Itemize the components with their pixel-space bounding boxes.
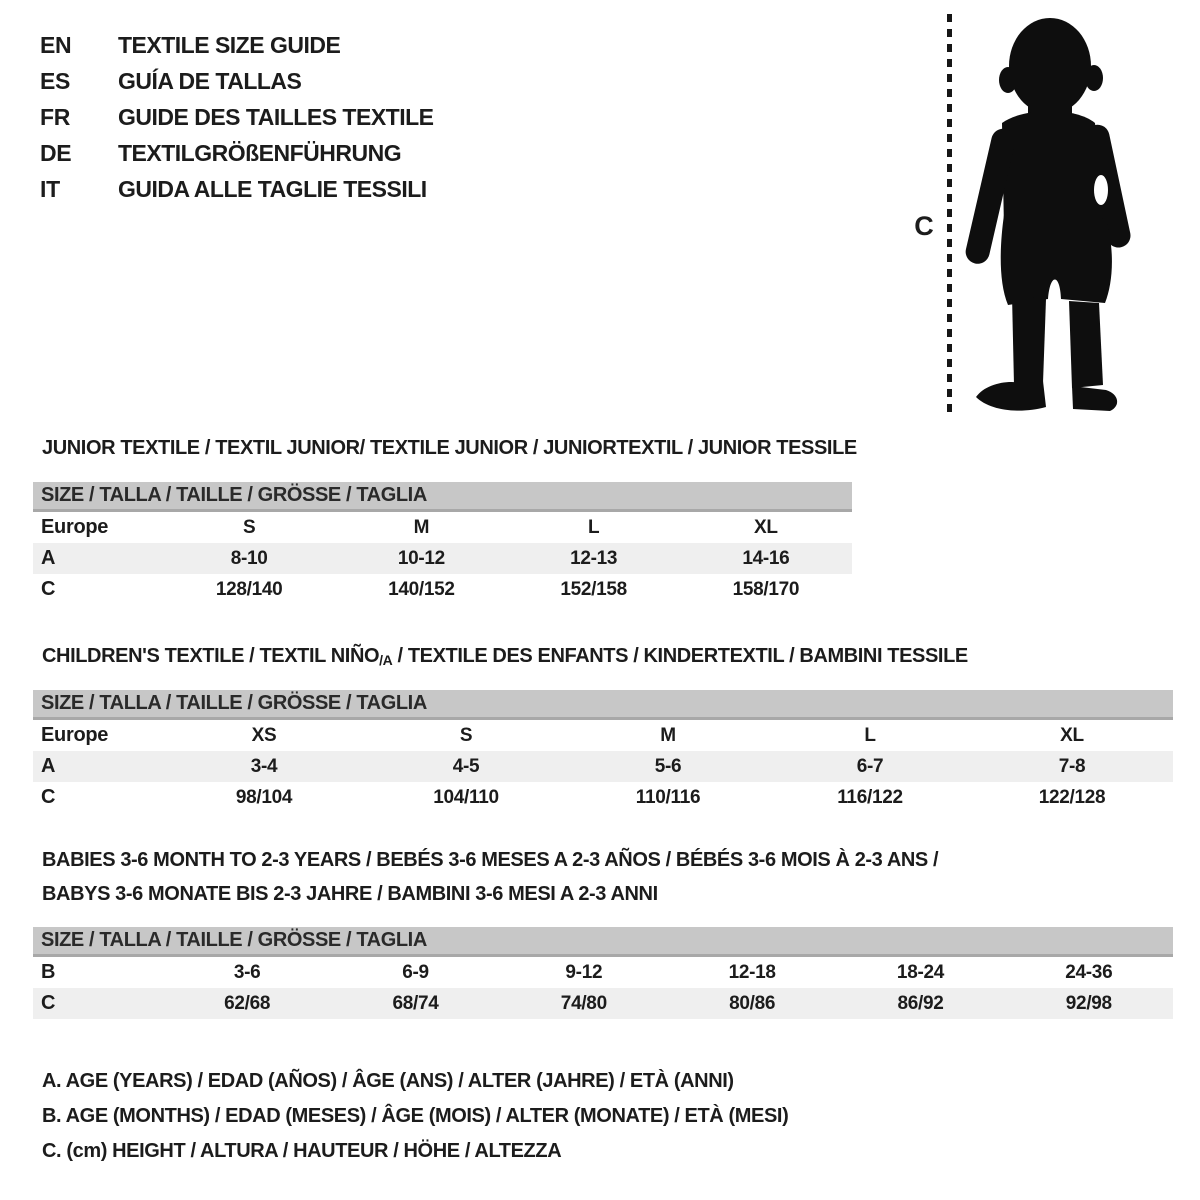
table-cell: 9-12	[565, 961, 603, 983]
junior-size-table	[33, 482, 852, 605]
children-size-table	[33, 690, 1173, 813]
row-label: C	[41, 578, 56, 600]
guide-title: TEXTILE SIZE GUIDE	[118, 31, 341, 58]
row-label: A	[41, 547, 56, 569]
silhouette-ear-right	[1085, 65, 1103, 91]
table-cell: L	[587, 516, 600, 538]
table-cell: S	[459, 724, 473, 746]
row-label: C	[41, 786, 56, 808]
language-code: DE	[40, 139, 72, 166]
row-label: A	[41, 755, 56, 777]
table-cell: 6-7	[856, 755, 884, 777]
toddler-silhouette-image	[962, 13, 1138, 413]
table-cell: 74/80	[560, 992, 607, 1014]
guide-title: GUÍA DE TALLAS	[118, 67, 302, 94]
silhouette-hand-gap	[1094, 175, 1108, 205]
legend-note-line: B. AGE (MONTHS) / EDAD (MESES) / ÂGE (MOIS) / ALTER (MONATE) / ETÀ (MESI)	[42, 1105, 789, 1127]
table-cell: XS	[251, 724, 277, 746]
section-title-line	[42, 431, 857, 465]
table-cell: 3-6	[233, 961, 261, 983]
table-cell: S	[242, 516, 256, 538]
table-cell: L	[864, 724, 876, 746]
table-row	[33, 574, 852, 605]
section-title-line	[42, 843, 938, 877]
table-cell: M	[660, 724, 676, 746]
language-title-list	[40, 27, 434, 207]
language-code: FR	[40, 103, 71, 130]
row-label: Europe	[41, 724, 109, 746]
table-cell: 10-12	[397, 547, 445, 569]
table-row	[33, 543, 852, 574]
title-text: CHILDREN'S TEXTILE / TEXTIL NIÑO	[42, 645, 380, 667]
table-row	[33, 988, 1173, 1019]
language-row	[40, 171, 434, 207]
table-cell: 80/86	[729, 992, 776, 1014]
size-header-band: SIZE / TALLA / TAILLE / GRÖSSE / TAGLIA	[33, 690, 1173, 720]
table-cell: XL	[1060, 724, 1084, 746]
size-header-band: SIZE / TALLA / TAILLE / GRÖSSE / TAGLIA	[33, 482, 852, 512]
table-cell: 140/152	[388, 578, 455, 600]
table-cell: 18-24	[896, 961, 945, 983]
guide-title: TEXTILGRÖßENFÜHRUNG	[118, 139, 402, 166]
section-title-babies	[42, 843, 938, 911]
table-cell: 158/170	[732, 578, 800, 600]
table-cell: 104/110	[433, 786, 499, 808]
table-cell: 128/140	[215, 578, 283, 600]
table-cell: 98/104	[235, 786, 293, 808]
language-row	[40, 27, 434, 63]
silhouette-ear-left	[999, 67, 1017, 93]
subscript-text: /A	[379, 652, 393, 668]
babies-size-table	[33, 927, 1173, 1019]
section-title-children	[42, 639, 968, 677]
height-measure-dashed-line	[947, 14, 952, 418]
legend-note-line: C. (cm) HEIGHT / ALTURA / HAUTEUR / HÖHE / ALTEZZA	[42, 1140, 562, 1162]
table-cell: 12-18	[728, 961, 776, 983]
title-text: / TEXTILE DES ENFANTS / KINDERTEXTIL / BAMBINI TESSILE	[392, 645, 968, 667]
section-title-line	[42, 877, 938, 911]
table-row	[33, 782, 1173, 813]
table-cell: M	[413, 516, 430, 538]
table-cell: 6-9	[402, 961, 429, 983]
table-cell: 62/68	[224, 992, 271, 1014]
language-row	[40, 99, 434, 135]
table-row	[33, 512, 852, 543]
silhouette-leg-left	[1012, 295, 1046, 385]
table-cell: 68/74	[392, 992, 439, 1014]
table-row	[33, 720, 1173, 751]
table-cell: 12-13	[570, 547, 618, 569]
title-text: JUNIOR TEXTILE / TEXTIL JUNIOR/ TEXTILE JUNIOR / JUNIORTEXTIL / JUNIOR TESSILE	[42, 437, 857, 459]
table-cell: 14-16	[742, 547, 790, 569]
legend-notes	[42, 1064, 788, 1169]
size-header-band: SIZE / TALLA / TAILLE / GRÖSSE / TAGLIA	[33, 927, 1173, 957]
title-text: BABIES 3-6 MONTH TO 2-3 YEARS / BEBÉS 3-6 MESES A 2-3 AÑOS / BÉBÉS 3-6 MOIS À 2-3 ANS /	[42, 849, 939, 871]
silhouette-shorts	[1001, 215, 1112, 305]
table-cell: 92/98	[1065, 992, 1112, 1014]
language-code: ES	[40, 67, 71, 94]
language-code: IT	[40, 175, 60, 202]
silhouette-foot-right	[1072, 386, 1117, 411]
table-cell: 86/92	[897, 992, 944, 1014]
legend-note-line: A. AGE (YEARS) / EDAD (AÑOS) / ÂGE (ANS) / ALTER (JAHRE) / ETÀ (ANNI)	[42, 1070, 734, 1092]
section-title-junior	[42, 431, 857, 465]
table-cell: 8-10	[230, 547, 268, 569]
table-row	[33, 957, 1173, 988]
table-cell: 7-8	[1058, 755, 1086, 777]
language-row	[40, 135, 434, 171]
section-title-line	[42, 639, 968, 677]
table-cell: 116/122	[837, 786, 903, 808]
table-cell: XL	[754, 516, 778, 538]
silhouette-foot-left	[976, 381, 1046, 411]
row-label: C	[41, 992, 56, 1014]
table-cell: 110/116	[635, 786, 701, 808]
table-cell: 24-36	[1065, 961, 1113, 983]
table-cell: 152/158	[560, 578, 627, 600]
silhouette-leg-right	[1069, 301, 1103, 388]
title-text: BABYS 3-6 MONATE BIS 2-3 JAHRE / BAMBINI 3-6 MESI A 2-3 ANNI	[42, 883, 658, 905]
table-cell: 3-4	[250, 755, 278, 777]
table-cell: 5-6	[654, 755, 682, 777]
row-label: Europe	[41, 516, 109, 538]
language-row	[40, 63, 434, 99]
guide-title: GUIDA ALLE TAGLIE TESSILI	[118, 175, 427, 202]
table-cell: 4-5	[452, 755, 480, 777]
guide-title: GUIDE DES TAILLES TEXTILE	[118, 103, 434, 130]
table-row	[33, 751, 1173, 782]
height-measure-label: C	[914, 211, 934, 241]
language-code: EN	[40, 31, 72, 58]
row-label: B	[41, 961, 56, 983]
table-cell: 122/128	[1038, 786, 1106, 808]
